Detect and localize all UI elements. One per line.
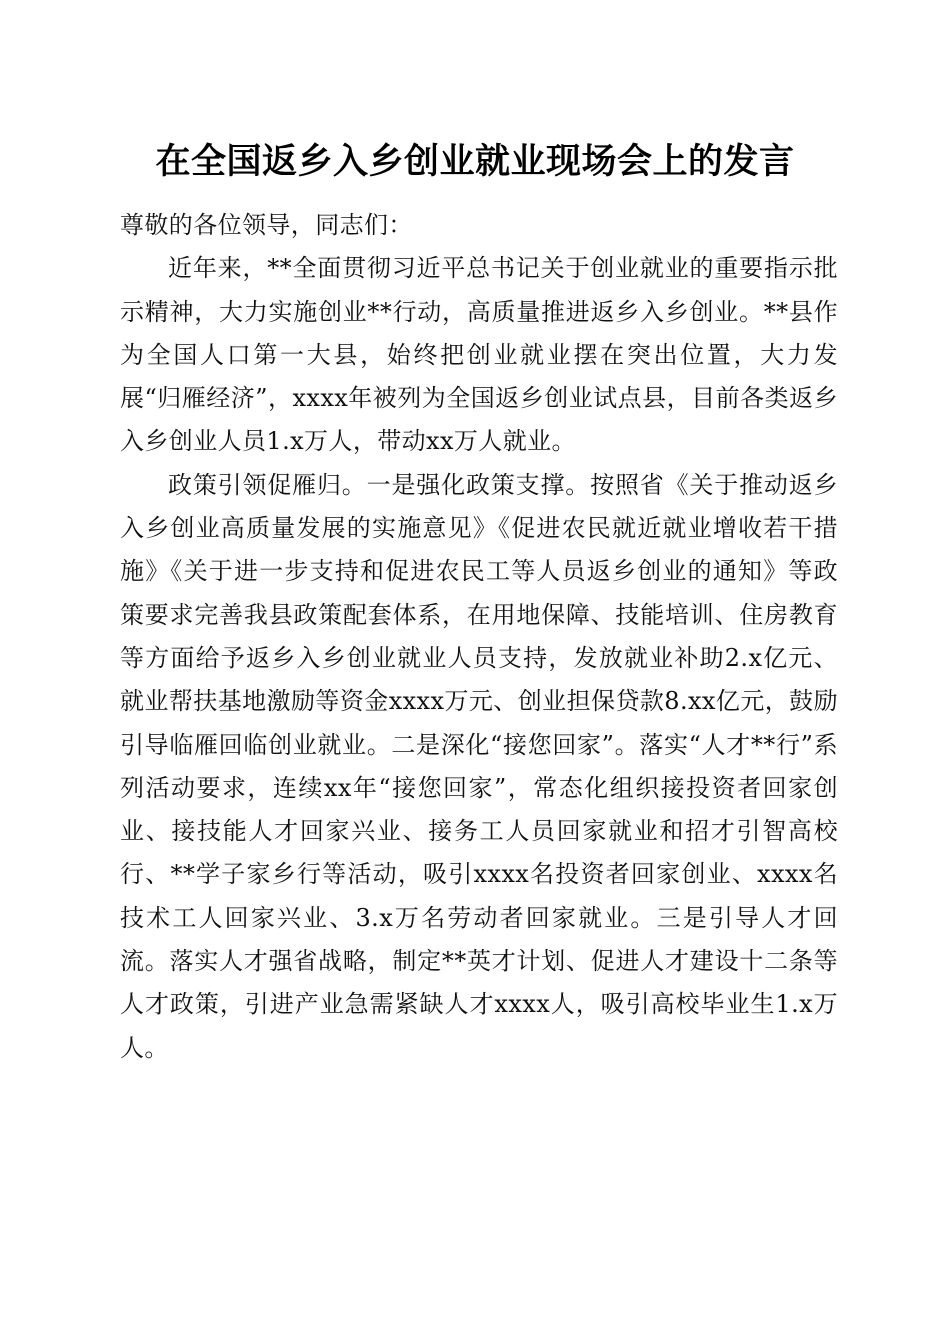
document-body xyxy=(120,204,838,1070)
document-title: 在全国返乡入乡创业就业现场会上的发言 xyxy=(155,141,795,182)
paragraph-policy: 政策引领促雁归。一是强化政策支撑。按照省《关于推动返乡入乡创业高质量发展的实施意见》《促进农民就近就业增收若干措施》《关于进一步支持和促进农民工等人员返乡创业的通知》等政策要求完善我县政策配套体系，在用地保障、技能培训、住房教育等方面给予返乡入乡创业就业人员支持，发放就业补助2.x亿元、就业帮扶基地激励等资金xxxx万元、创业担保贷款8.xx亿元，鼓励引导临雁回临创业就业。二是深化“接您回家”。落实“人才**行”系列活动要求，连续xx年“接您回家”，常态化组织接投资者回家创业、接技能人才回家兴业、接务工人员回家就业和招才引智高校行、**学子家乡行等活动，吸引xxxx名投资者回家创业、xxxx名技术工人回家兴业、3.x万名劳动者回家就业。三是引导人才回流。落实人才强省战略，制定**英才计划、促进人才建设十二条等人才政策，引进产业急需紧缺人才xxxx人，吸引高校毕业生1.x万人。 xyxy=(120,470,838,1062)
salutation: 尊敬的各位领导，同志们： xyxy=(120,211,413,239)
paragraph-intro: 近年来，**全面贯彻习近平总书记关于创业就业的重要指示批示精神，大力实施创业**行动，高质量推进返乡入乡创业。**县作为全国人口第一大县，始终把创业就业摆在突出位置，大力发展“归雁经济”，xxxx年被列为全国返乡创业试点县，目前各类返乡入乡创业人员1.x万人，带动xx万人就业。 xyxy=(120,254,838,456)
